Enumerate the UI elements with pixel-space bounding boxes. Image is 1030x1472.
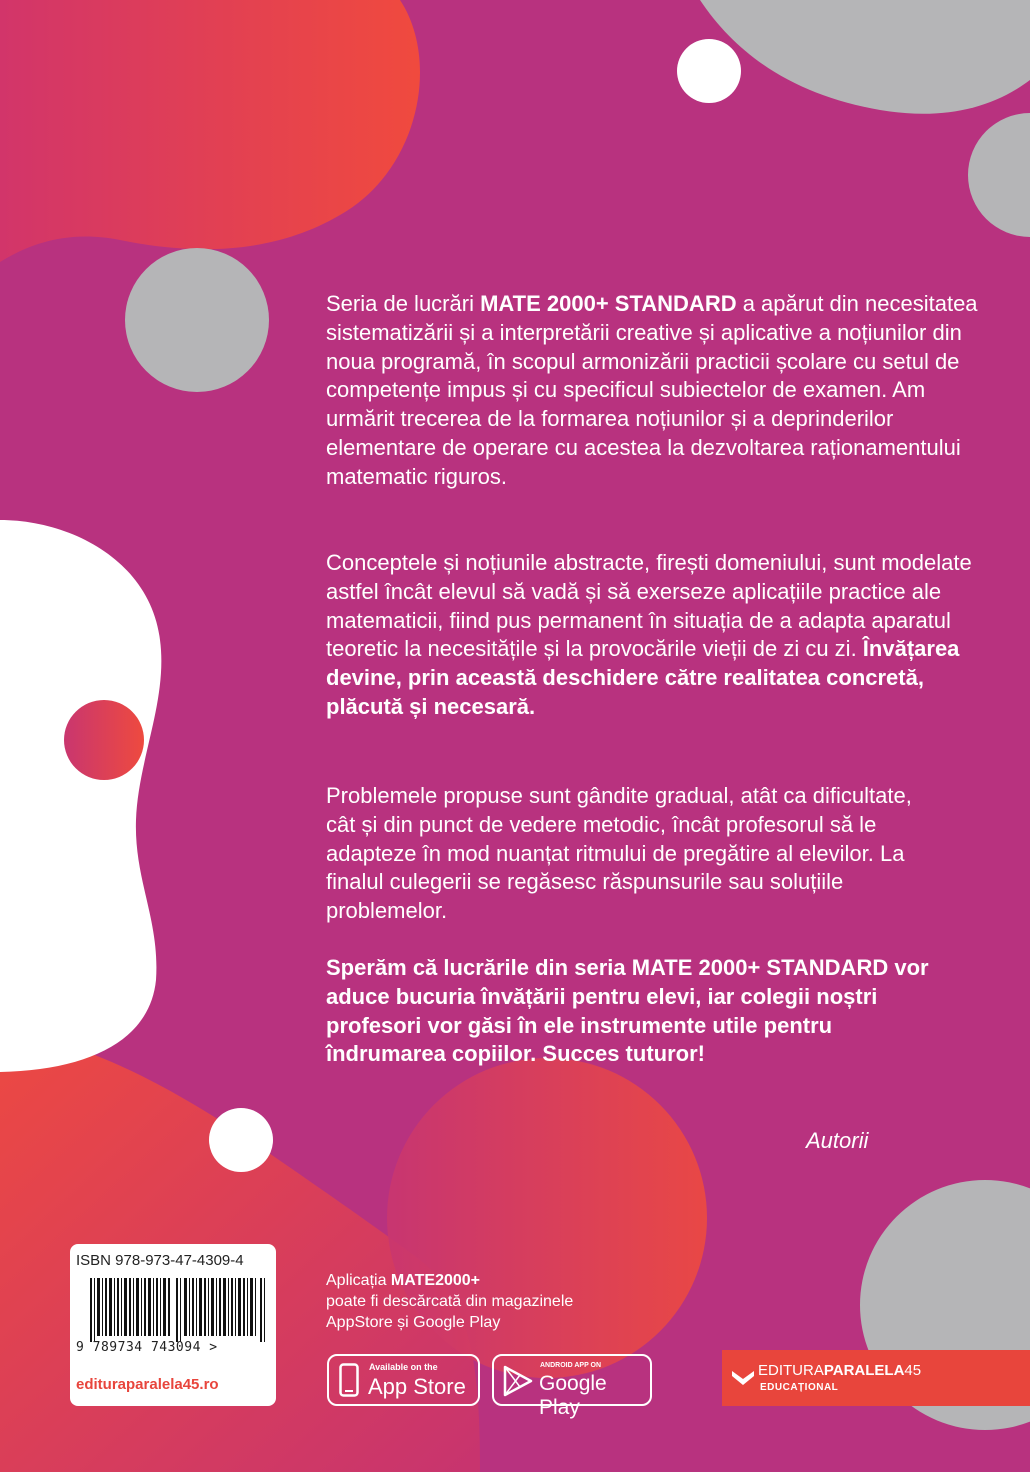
top-left-blob xyxy=(0,0,420,262)
left-white-blob xyxy=(0,520,161,1072)
play-triangle-icon xyxy=(502,1365,534,1397)
isbn-label: ISBN 978-973-47-4309-4 xyxy=(76,1252,244,1269)
app-info-text: Aplicația MATE2000+ poate fi descărcată din magazinele AppStore și Google Play xyxy=(326,1272,574,1331)
publisher-name: EDITURAPARALELA45 xyxy=(758,1362,922,1379)
bottom-white-circle xyxy=(209,1108,273,1172)
paragraph-2: Conceptele și noțiunile abstracte, firești domeniului, sunt modelate astfel încât elevul să vadă și să exerseze aplicațiile practice ale matematicii, fiind pus permanent în situația de a adapta aparatul teoretic la necesitățile și la provocările vieții de zi cu zi. Învățarea devine, prin această deschidere către realitatea concretă, plăcută și necesară. xyxy=(326,550,972,719)
publisher-subtitle: EDUCAȚIONAL xyxy=(760,1382,839,1393)
google-play-label: Google Play xyxy=(539,1372,607,1419)
authors-signature: Autorii xyxy=(806,1128,869,1153)
barcode-icon xyxy=(90,1278,270,1342)
app-store-button[interactable] xyxy=(327,1354,480,1406)
left-small-red-circle xyxy=(64,700,144,780)
publisher-website-link[interactable]: editurаparalela45.ro xyxy=(76,1376,219,1393)
publisher-book-icon xyxy=(730,1365,756,1391)
apple-phone-icon xyxy=(339,1363,359,1397)
left-gray-circle xyxy=(125,248,269,392)
top-right-gray-blob xyxy=(700,0,1030,114)
paragraph-4: Sperăm că lucrările din seria MATE 2000+ STANDARD vor aduce bucuria învățării pentru elevi, iar colegii noștri profesori vor găsi în ele instrumente utile pentru îndrumarea copiilor. Succes tuturor! xyxy=(326,955,929,1067)
app-store-small-label: Available on the xyxy=(369,1362,438,1372)
right-gray-circle xyxy=(968,113,1030,237)
barcode-number: 9 789734 743094 > xyxy=(76,1340,218,1355)
app-store-label: App Store xyxy=(368,1374,466,1399)
top-white-circle xyxy=(677,39,741,103)
paragraph-3: Problemele propuse sunt gândite gradual, atât ca dificultate, cât și din punct de vedere metodic, încât profesorul să le adapteze în mod nuanțat ritmului de pregătire al elevilor. La finalul culegerii se regăsesc răspunsurile sau soluțiile problemelor. xyxy=(326,783,912,924)
paragraph-1: Seria de lucrări MATE 2000+ STANDARD a apărut din necesitatea sistematizării și a interpretării creative și aplicative a noțiunilor din noua programă, în scopul armonizării practicii școlare cu setul de competențe impus și cu specificul subiectelor de examen. Am urmărit trecerea de la formarea noțiunilor și a deprinderilor elementare de operare cu acestea la dezvoltarea raționamentului matematic riguros. xyxy=(326,291,978,489)
google-play-button[interactable] xyxy=(492,1354,652,1419)
isbn-block xyxy=(70,1244,276,1406)
publisher-logo xyxy=(722,1350,1030,1406)
google-play-small-label: ANDROID APP ON xyxy=(540,1362,602,1369)
